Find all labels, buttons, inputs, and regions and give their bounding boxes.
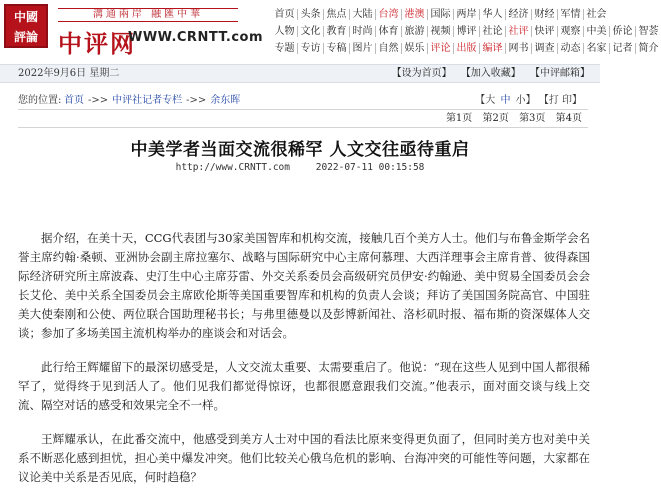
font-medium-button[interactable]: 中 (500, 95, 511, 106)
breadcrumb-column[interactable]: 中评社记者专栏 (112, 95, 183, 106)
page-2-link[interactable]: 第2页 (482, 113, 509, 124)
nav-row-1 (272, 6, 607, 23)
nav-item[interactable]: 台湾 (376, 9, 402, 20)
breadcrumb-author[interactable]: 余东晖 (210, 95, 241, 106)
nav-item[interactable]: 两岸 (454, 9, 480, 20)
breadcrumb (64, 93, 240, 109)
nav-item[interactable]: 侨论 (610, 26, 636, 37)
nav-item[interactable]: 首页 (272, 9, 298, 20)
quick-links (386, 65, 590, 82)
breadcrumb-separator: ->> (186, 95, 207, 106)
nav-item[interactable]: 博评 (454, 26, 480, 37)
nav-item[interactable]: 国际 (428, 9, 454, 20)
page-1-link[interactable]: 第1页 (445, 113, 473, 124)
breadcrumb-home[interactable]: 首页 (64, 95, 84, 106)
nav-item[interactable]: 专题 (272, 43, 298, 54)
breadcrumb-separator: ->> (88, 95, 109, 106)
nav-row-2 (272, 23, 659, 40)
nav-item[interactable]: 教育 (324, 26, 350, 37)
nav-item[interactable]: 港澳 (402, 9, 428, 20)
nav-item[interactable]: 动态 (558, 43, 584, 54)
nav-item[interactable]: 社评 (506, 26, 532, 37)
nav-item[interactable]: 智荟 (638, 26, 659, 37)
nav-item[interactable]: 专稿 (324, 43, 350, 54)
nav-item[interactable]: 名家 (584, 43, 610, 54)
brand-slogan: 溝通兩岸 融匯中華 (58, 8, 238, 22)
nav-item[interactable]: 人物 (272, 26, 298, 37)
pagination-bar (0, 112, 600, 126)
article-paragraph: 据介绍，在美十天，CCG代表团与30家美国智库和机构交流，接触几百个美方人士。他们与布鲁金斯学会名誉主席约翰·桑顿、亚洲协会副主席拉塞尔、战略与国际研究中心主席何慕理、大西洋理事会主席肯普、彼得森国际经济研究所主席波森、史汀生中心主席芬雷、外交关系委员会高级研究员伊安·约翰逊、美中贸易全国委员会会长艾伦、美中关系全国委员会主席欧伦斯等美国重要智库和机构的负责人会谈；拜访了美国国务院高官、中国驻美大使秦刚和公使、两位联合国助理秘书长；与弗里德曼以及彭博新闻社、洛杉矶时报、福布斯的资深媒体人交谈；参加了多场美国主流机构举办的座谈会和对话会。 (18, 231, 590, 340)
add-favorite-link[interactable]: 【加入收藏】 (460, 68, 521, 79)
top-nav (272, 6, 659, 57)
nav-item[interactable]: 体育 (376, 26, 402, 37)
nav-item[interactable]: 头条 (298, 9, 324, 20)
pagination (439, 112, 582, 126)
divider (18, 109, 588, 110)
nav-item[interactable]: 焦点 (324, 9, 350, 20)
article-meta (0, 162, 600, 173)
nav-item[interactable]: 评论 (428, 43, 454, 54)
brand-name[interactable]: 中评网 (58, 29, 136, 58)
nav-item[interactable]: 简介 (638, 43, 659, 54)
current-date: 2022年9月6日 星期二 (18, 68, 120, 79)
nav-item[interactable]: 视频 (428, 26, 454, 37)
site-logo[interactable] (4, 4, 48, 48)
article-paragraph: 王辉耀承认，在此番交流中，他感受到美方人士对中国的看法比原来变得更负面了，但同时美方也对美中关系不断恶化感到担忧，担心美中爆发冲突。他们比较关心俄乌危机的影响、台海冲突的可能性等问题，大家都在议论美中关系是否见底，何时趋稳？ (18, 432, 590, 484)
mailbox-link[interactable]: 【中评邮箱】 (530, 68, 590, 79)
article-datetime: 2022-07-11 00:15:58 (315, 162, 425, 173)
article-body (18, 229, 590, 502)
page-3-link[interactable]: 第3页 (519, 113, 546, 124)
set-homepage-link[interactable]: 【设为首页】 (391, 68, 452, 79)
nav-item[interactable]: 自然 (376, 43, 402, 54)
date-bar (0, 64, 600, 83)
nav-item[interactable]: 大陆 (350, 9, 376, 20)
article-title: 中美学者当面交流很稀罕 人文交往亟待重启 (130, 140, 470, 160)
nav-item[interactable]: 社会 (586, 9, 607, 20)
nav-item[interactable]: 军情 (558, 9, 584, 20)
nav-item[interactable]: 出版 (454, 43, 480, 54)
logo-line-2: 評論 (13, 30, 38, 44)
divider (18, 127, 588, 128)
nav-item[interactable]: 专访 (298, 43, 324, 54)
nav-item[interactable]: 网书 (506, 43, 532, 54)
nav-item[interactable]: 快评 (532, 26, 558, 37)
nav-item[interactable]: 华人 (480, 9, 506, 20)
nav-item[interactable]: 中美 (584, 26, 610, 37)
nav-item[interactable]: 旅游 (402, 26, 428, 37)
brand-url[interactable]: WWW.CRNTT.com (128, 30, 264, 45)
page-4-link[interactable]: 第4页 (555, 113, 582, 124)
nav-item[interactable]: 娱乐 (402, 43, 428, 54)
print-button[interactable]: 【打 印】 (538, 95, 582, 106)
nav-item[interactable]: 文化 (298, 26, 324, 37)
font-small-button[interactable]: 小】 (515, 95, 536, 106)
article-source[interactable]: http://www.CRNTT.com (175, 162, 290, 173)
nav-item[interactable]: 记者 (610, 43, 636, 54)
nav-row-3 (272, 40, 659, 57)
nav-item[interactable]: 时尚 (350, 26, 376, 37)
font-large-button[interactable]: 【大 (475, 95, 496, 106)
nav-item[interactable]: 观察 (558, 26, 584, 37)
breadcrumb-bar (0, 93, 600, 109)
nav-item[interactable]: 经济 (506, 9, 532, 20)
site-header (0, 0, 659, 60)
nav-item[interactable]: 财经 (532, 9, 558, 20)
nav-item[interactable]: 编译 (480, 43, 506, 54)
nav-item[interactable]: 社论 (480, 26, 506, 37)
nav-item[interactable]: 图片 (350, 43, 376, 54)
breadcrumb-prefix: 您的位置: (18, 95, 62, 106)
logo-line-1: 中國 (13, 10, 38, 24)
article-paragraph: 此行给王辉耀留下的最深切感受是，人文交流太重要、太需要重启了。他说：“现在这些人见到中国人都很稀罕了，觉得终于见到活人了。他们见我们都觉得惊讶，也都很愿意跟我们交流。”他表示，面对面交谈与线上交流、隔空对话的感受和效果完全不一样。 (18, 360, 590, 412)
article-tools (475, 93, 582, 109)
nav-item[interactable]: 调查 (532, 43, 558, 54)
